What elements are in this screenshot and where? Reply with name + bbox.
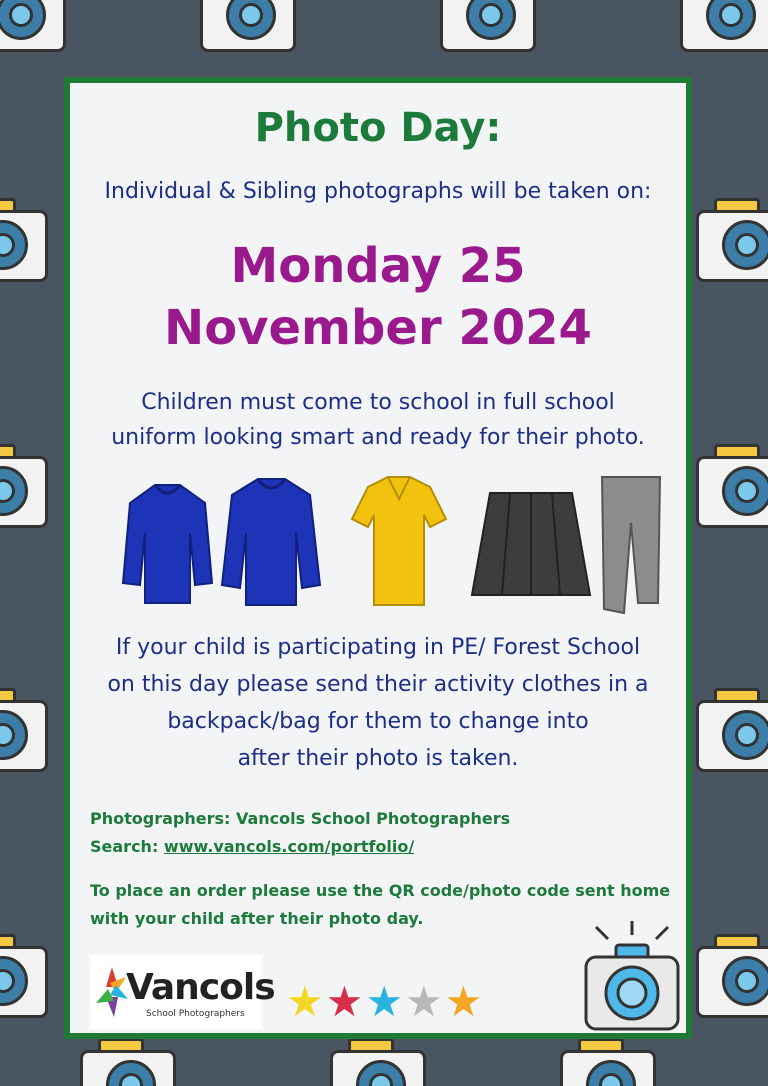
order-instructions: To place an order please use the QR code/photo code sent home with your child after their photo day.: [90, 881, 671, 928]
yellow-polo-shirt-icon: [352, 477, 446, 605]
blue-sweater-icon: [222, 479, 320, 605]
uniform-line-1: Children must come to school in full school: [141, 390, 615, 415]
logo-wordmark: Vancols: [126, 967, 275, 1008]
camera-icon: [696, 210, 768, 282]
grey-skirt-icon: [472, 493, 590, 595]
poster-card: [64, 77, 692, 1039]
camera-icon: [680, 0, 768, 52]
poster-subtitle: Individual & Sibling photographs will be taken on:: [104, 179, 652, 204]
camera-icon: [0, 210, 48, 282]
uniform-clothes-image: [110, 473, 670, 623]
camera-icon: [696, 946, 768, 1018]
photographer-info: [90, 805, 510, 861]
pe-line-3: backpack/bag for them to change into: [167, 709, 589, 734]
camera-flash-icon: [582, 921, 682, 1033]
portfolio-link[interactable]: www.vancols.com/portfolio/: [163, 837, 415, 856]
pe-notice: [70, 629, 686, 777]
pe-line-1: If your child is participating in PE/ Forest School: [115, 635, 641, 660]
star-icon: ★: [404, 977, 445, 1026]
search-line: [90, 833, 510, 861]
camera-icon: [80, 1050, 176, 1086]
star-icon: ★: [286, 977, 326, 1026]
vancols-logo: [90, 955, 275, 1029]
pe-line-4: after their photo is taken.: [237, 746, 519, 771]
blue-sweater-icon: [123, 485, 212, 603]
photographers-line: Photographers: Vancols School Photographers: [90, 809, 511, 828]
grey-trousers-icon: [602, 477, 660, 613]
star-row: [286, 977, 484, 1026]
uniform-notice: [70, 385, 686, 455]
camera-icon: [696, 456, 768, 528]
date-line-1: Monday 25: [230, 238, 526, 294]
star-icon: ★: [325, 977, 366, 1026]
camera-icon: [0, 946, 48, 1018]
camera-icon: [0, 0, 66, 52]
date-line-2: November 2024: [164, 300, 592, 356]
camera-icon: [440, 0, 536, 52]
star-icon: ★: [365, 977, 405, 1026]
poster-title: Photo Day:: [254, 105, 502, 151]
search-label: Search:: [90, 837, 159, 856]
camera-icon: [560, 1050, 656, 1086]
photo-date: [70, 235, 686, 359]
pe-line-2: on this day please send their activity clothes in a: [107, 672, 649, 697]
camera-icon: [330, 1050, 426, 1086]
uniform-line-2: uniform looking smart and ready for their photo.: [111, 425, 645, 450]
star-icon: ★: [444, 977, 485, 1026]
camera-icon: [696, 700, 768, 772]
logo-tagline: School Photographers: [146, 1009, 245, 1019]
camera-icon: [0, 700, 48, 772]
camera-icon: [200, 0, 296, 52]
camera-icon: [0, 456, 48, 528]
